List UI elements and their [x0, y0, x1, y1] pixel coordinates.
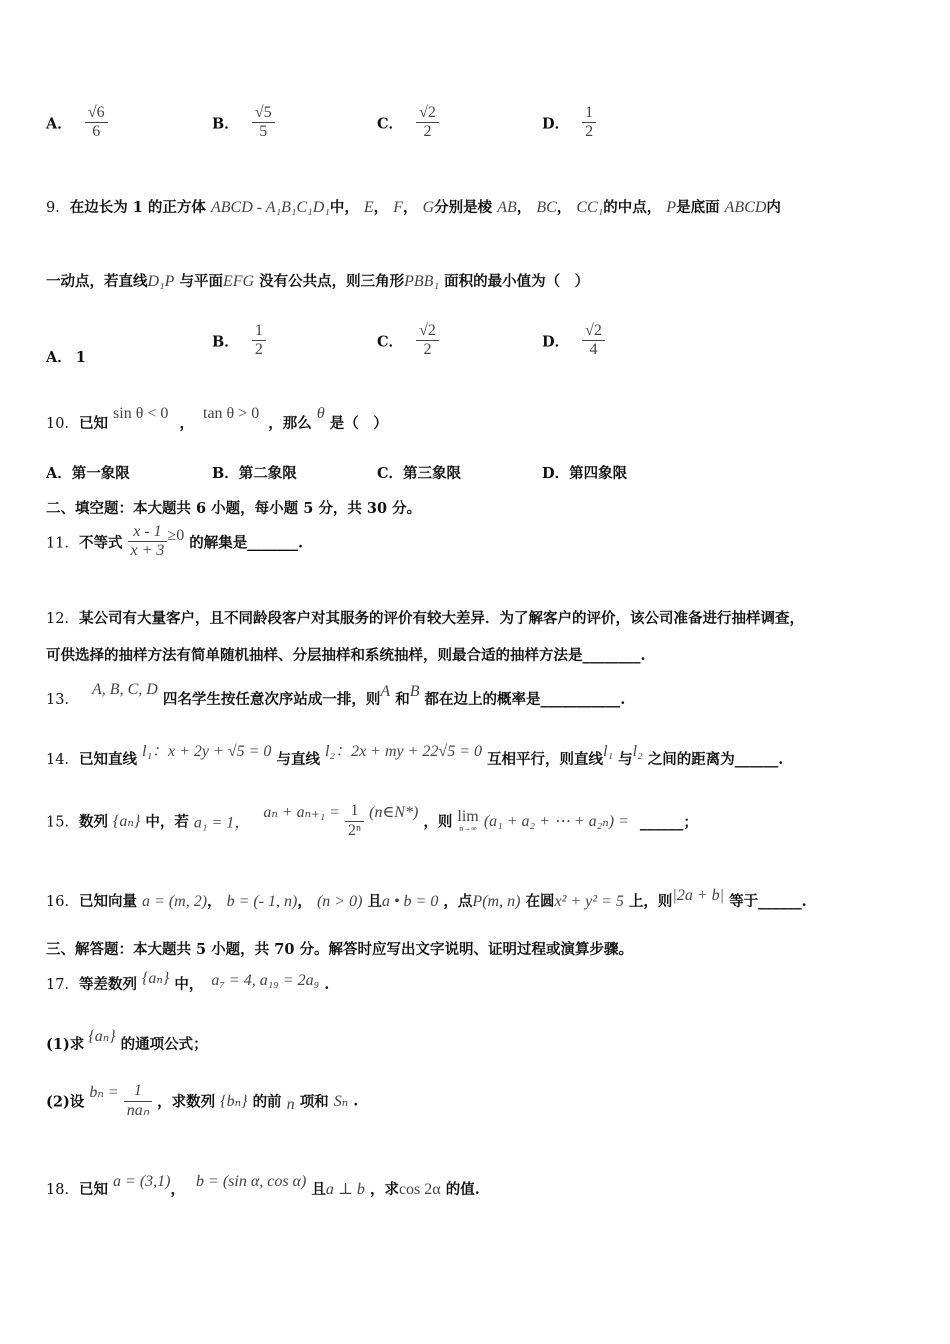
- q10-option-b: B．第二象限: [212, 465, 297, 482]
- q18-line: 18．已知 a = (3,1)， b = (sin α, cos α) 且a ⊥ b ，求cos 2α 的值.: [46, 1173, 480, 1198]
- q12-line-1: 12．某公司有大量客户，且不同龄段客户对其服务的评价有较大差异．为了解客户的评价，该公司准备进行抽样调查，: [46, 610, 804, 627]
- q8-option-c: C． $\frac{√2}{2}$: [377, 104, 439, 142]
- q9-option-c: C． $\frac{√2}{2}$: [377, 322, 439, 360]
- q17-part-1: (1)求 {aₙ} 的通项公式；: [46, 1028, 208, 1053]
- section-3-heading: 三、解答题：本大题共 5 小题，共 70 分。解答时应写出文字说明、证明过程或演算步骤。: [46, 941, 633, 958]
- q9-line-2: 一动点，若直线D₁P 与平面EFG 没有公共点，则三角形PBB₁ 面积的最小值为（ ）: [46, 273, 590, 290]
- q8-option-b: B． $\frac{√5}{5}$: [212, 104, 275, 142]
- q9-option-a: A． 1: [46, 349, 86, 366]
- q15-line: 15．数列 {aₙ} 中，若 a₁ = 1， aₙ + aₙ₊₁ = $\frac{1}{\text{2ⁿ}}$ (n∈N*) ，则 lim n→∞ (a₁ + a₂ + ⋯ + a₂ₙ) = ______；: [46, 802, 698, 839]
- q10-option-d: D．第四象限: [542, 465, 628, 482]
- q17-part-2: (2)设 bₙ = $\frac{1}{\text{naₙ}}$ ，求数列 {bₙ} 的前 n 项和 Sₙ .: [46, 1082, 359, 1119]
- q16-line: 16．已知向量 a = (m, 2)， b = (- 1, n)， (n > 0) 且a • b = 0 ，点P(m, n) 在圆x² + y² = 5 上，则|2a + b| 等于______.: [46, 887, 807, 910]
- q9-option-b: B． $\frac{1}{2}$: [212, 322, 266, 360]
- q10-line: 10．已知 sin θ < 0 ， tan θ > 0 ，那么 θ 是（ ）: [46, 405, 388, 432]
- q9-option-d: D． $\frac{√2}{4}$: [542, 322, 605, 360]
- section-2-heading: 二、填空题：本大题共 6 小题，每小题 5 分，共 30 分。: [46, 500, 422, 517]
- q10-option-c: C．第三象限: [377, 465, 462, 482]
- q12-line-2: 可供选择的抽样方法有简单随机抽样、分层抽样和系统抽样，则最合适的抽样方法是________.: [46, 647, 646, 664]
- q9-line-1: 9．在边长为 1 的正方体 ABCD - A₁B₁C₁D₁中， E， F， G分别是棱 AB， BC， CC₁的中点， P是底面 ABCD内: [46, 199, 781, 216]
- q11-line: 11．不等式 $\frac{x - 1}{x + 3}$ ≥0 的解集是_______.: [46, 523, 304, 560]
- q8-option-d: D． $\frac{1}{2}$: [542, 104, 596, 142]
- q14-line: 14．已知直线 l₁：x + 2y + √5 = 0 与直线 l₂：2x + my + 22√5 = 0 互相平行，则直线l₁ 与l₂ 之间的距离为______.: [46, 743, 784, 768]
- q17-line: 17．等差数列 {aₙ} 中， a₇ = 4, a₁₉ = 2a₉ .: [46, 970, 330, 993]
- q13-line: 13． A, B, C, D 四名学生按任意次序站成一排，则A 和B 都在边上的概率是___________.: [46, 681, 626, 708]
- q8-option-a: A． $\frac{√6}{6}$: [46, 104, 108, 142]
- q10-option-a: A．第一象限: [46, 465, 130, 482]
